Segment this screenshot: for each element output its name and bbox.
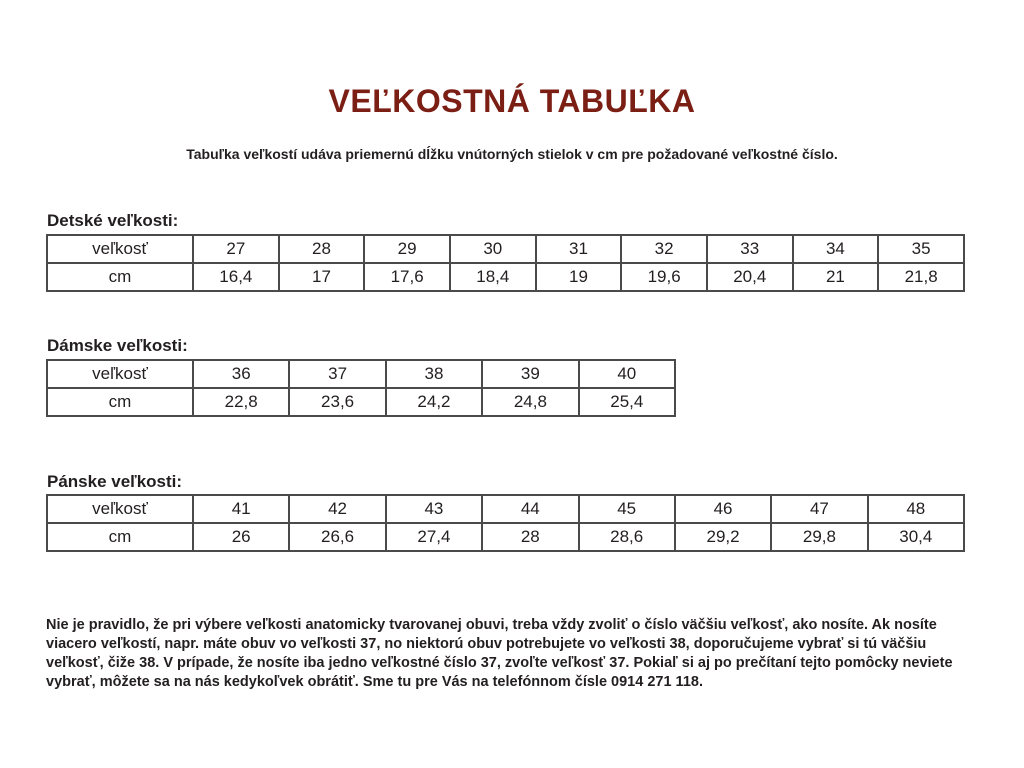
size-cell: 43 (386, 495, 482, 523)
size-cell: 34 (793, 235, 879, 263)
cm-row (47, 263, 964, 291)
cm-cell: 26 (193, 523, 289, 551)
size-cell: 41 (193, 495, 289, 523)
size-cell: 45 (579, 495, 675, 523)
cm-cell: 21 (793, 263, 879, 291)
page-title: VEĽKOSTNÁ TABUĽKA (328, 83, 696, 120)
women-section-label: Dámske veľkosti: (47, 336, 188, 355)
sizing-note: Nie je pravidlo, že pri výbere veľkosti anatomicky tvarovanej obuvi, treba vždy zvoliť o číslo väčšiu veľkosť, ako nosíte. Ak nosíte viacero veľkostí, napr. máte obuv vo veľkosti 37, no niektorú obuv potrebujete vo veľkosti 38, doporučujeme vybrať si tú väčšiu veľkosť, čiže 38. V prípade, že nosíte iba jedno veľkostné číslo 37, zvoľte veľkosť 37. Pokiaľ si aj po prečítaní tejto pomôcky neviete vybrať, môžete sa na nás kedykoľvek obrátiť. Sme tu pre Vás na telefónnom čísle 0914 271 118. (46, 616, 953, 691)
cm-cell: 17 (279, 263, 365, 291)
cm-cell: 18,4 (450, 263, 536, 291)
kids-size-table (46, 234, 965, 292)
cm-cell: 19 (536, 263, 622, 291)
size-cell: 37 (289, 360, 385, 388)
size-cell: 35 (878, 235, 964, 263)
intro-text: Tabuľka veľkostí udáva priemernú dĺžku vnútorných stielok v cm pre požadované veľkostné číslo. (186, 146, 838, 162)
cm-cell: 29,8 (771, 523, 867, 551)
cm-cell: 28,6 (579, 523, 675, 551)
cm-cell: 17,6 (364, 263, 450, 291)
size-row (47, 235, 964, 263)
size-cell: 27 (193, 235, 279, 263)
cm-cell: 24,2 (386, 388, 482, 416)
size-cell: 28 (279, 235, 365, 263)
row-label-cm: cm (47, 388, 193, 416)
cm-cell: 22,8 (193, 388, 289, 416)
cm-cell: 25,4 (579, 388, 675, 416)
cm-cell: 16,4 (193, 263, 279, 291)
cm-cell: 21,8 (878, 263, 964, 291)
cm-cell: 24,8 (482, 388, 578, 416)
size-cell: 48 (868, 495, 964, 523)
size-cell: 44 (482, 495, 578, 523)
size-cell: 40 (579, 360, 675, 388)
women-size-table (46, 359, 676, 417)
row-label-size: veľkosť (47, 360, 193, 388)
size-cell: 39 (482, 360, 578, 388)
size-row (47, 360, 675, 388)
size-cell: 38 (386, 360, 482, 388)
cm-cell: 19,6 (621, 263, 707, 291)
cm-cell: 28 (482, 523, 578, 551)
men-size-table (46, 494, 965, 552)
cm-cell: 26,6 (289, 523, 385, 551)
row-label-size: veľkosť (47, 495, 193, 523)
row-label-cm: cm (47, 263, 193, 291)
cm-cell: 20,4 (707, 263, 793, 291)
size-cell: 42 (289, 495, 385, 523)
size-cell: 29 (364, 235, 450, 263)
row-label-cm: cm (47, 523, 193, 551)
size-cell: 36 (193, 360, 289, 388)
size-cell: 46 (675, 495, 771, 523)
men-section-label: Pánske veľkosti: (47, 472, 183, 491)
size-cell: 30 (450, 235, 536, 263)
cm-cell: 23,6 (289, 388, 385, 416)
cm-cell: 30,4 (868, 523, 964, 551)
size-cell: 32 (621, 235, 707, 263)
kids-section-label: Detské veľkosti: (47, 211, 179, 230)
size-row (47, 495, 964, 523)
size-cell: 33 (707, 235, 793, 263)
cm-cell: 29,2 (675, 523, 771, 551)
row-label-size: veľkosť (47, 235, 193, 263)
cm-cell: 27,4 (386, 523, 482, 551)
cm-row (47, 388, 675, 416)
cm-row (47, 523, 964, 551)
size-cell: 47 (771, 495, 867, 523)
size-cell: 31 (536, 235, 622, 263)
